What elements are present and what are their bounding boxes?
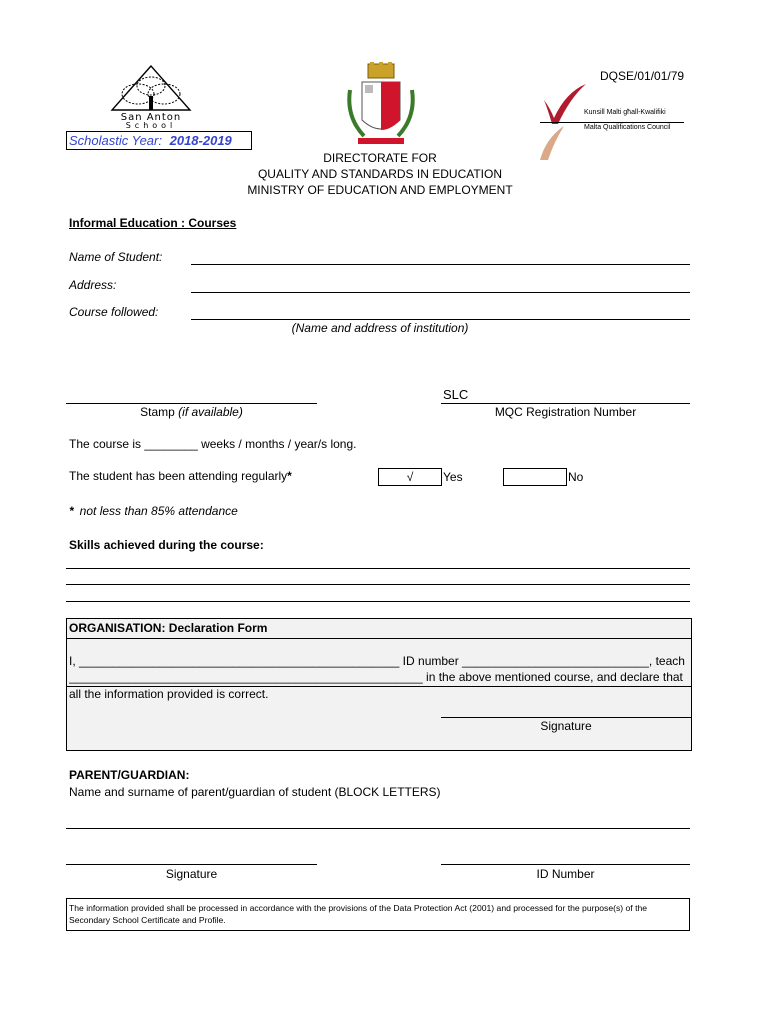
mqc-divider xyxy=(540,122,684,123)
skills-label: Skills achieved during the course: xyxy=(69,538,264,552)
attendance-note xyxy=(69,504,238,518)
declaration-box xyxy=(66,618,692,751)
mqc-registration-label: MQC Registration Number xyxy=(494,405,637,419)
stamp-hint: (if available) xyxy=(178,405,243,419)
yes-label: Yes xyxy=(443,470,463,484)
section-title: Informal Education : Courses xyxy=(69,216,237,230)
slc-value: SLC xyxy=(443,387,469,402)
declaration-line-2: _____________________________________________________ in the above mentioned course, and declare that xyxy=(69,670,683,684)
parent-signature-label: Signature xyxy=(165,867,218,881)
mqc-logo xyxy=(536,82,690,162)
yes-checkbox[interactable] xyxy=(378,468,442,486)
student-name-field[interactable] xyxy=(191,264,690,265)
course-duration-text: The course is ________ weeks / months / year/s long. xyxy=(69,437,357,451)
directorate-line-1: DIRECTORATE FOR xyxy=(323,151,437,165)
student-name-label: Name of Student: xyxy=(69,250,163,264)
attending-question xyxy=(69,469,292,483)
declaration-line-1: I, ________________________________________________ ID number ____________________________, teach xyxy=(69,654,685,668)
address-label: Address: xyxy=(69,278,117,292)
course-field[interactable] xyxy=(191,319,690,320)
scholastic-year-label: Scholastic Year: xyxy=(69,133,162,148)
attendance-note-asterisk: * xyxy=(69,504,74,518)
course-label: Course followed: xyxy=(69,305,159,319)
declaration-title-divider xyxy=(67,638,691,639)
skills-line-1[interactable] xyxy=(66,568,690,569)
scholastic-year-value: 2018-2019 xyxy=(169,133,232,148)
organisation-signature-field[interactable] xyxy=(441,717,691,718)
no-label: No xyxy=(568,470,584,484)
mqc-name-mt: Kunsill Malti għall-Kwalifiki xyxy=(584,109,666,116)
attendance-note-text: not less than 85% attendance xyxy=(79,504,238,518)
stamp-field[interactable] xyxy=(66,403,317,404)
attending-label: The student has been attending regularly xyxy=(69,469,288,483)
stamp-label-wrap xyxy=(66,405,317,419)
coat-of-arms xyxy=(344,62,418,148)
no-checkbox[interactable] xyxy=(503,468,567,486)
mqc-name-en: Malta Qualifications Council xyxy=(584,124,671,131)
attending-asterisk: * xyxy=(287,469,292,483)
check-mark-icon: √ xyxy=(406,470,414,484)
school-logo xyxy=(108,64,194,130)
directorate-line-2: QUALITY AND STANDARDS IN EDUCATION xyxy=(257,167,503,181)
document-code: DQSE/01/01/79 xyxy=(600,69,685,83)
parent-name-field[interactable] xyxy=(66,828,690,829)
mqc-registration-field[interactable] xyxy=(441,403,690,404)
parent-id-field[interactable] xyxy=(441,864,690,865)
parent-signature-field[interactable] xyxy=(66,864,317,865)
declaration-title: ORGANISATION: Declaration Form xyxy=(69,621,268,635)
parent-name-label: Name and surname of parent/guardian of student (BLOCK LETTERS) xyxy=(69,785,441,799)
course-hint: (Name and address of institution) xyxy=(291,321,469,335)
declaration-line-3: all the information provided is correct. xyxy=(69,687,269,701)
crest-icon xyxy=(344,62,418,148)
parent-title: PARENT/GUARDIAN: xyxy=(69,768,190,782)
scholastic-year-box xyxy=(66,131,252,150)
address-field[interactable] xyxy=(191,292,690,293)
parent-id-label: ID Number xyxy=(536,867,595,881)
data-protection-notice: The information provided shall be processed in accordance with the provisions of the Data Protection Act (2001) and processed for the purpose(s) of the Secondary School Certificate and Profile. xyxy=(66,898,690,931)
organisation-signature-label: Signature xyxy=(540,719,592,733)
school-subname: School xyxy=(125,121,177,130)
skills-line-3[interactable] xyxy=(66,601,690,602)
skills-line-2[interactable] xyxy=(66,584,690,585)
tree-icon xyxy=(108,64,194,114)
directorate-line-3: MINISTRY OF EDUCATION AND EMPLOYMENT xyxy=(247,183,513,197)
school-name: San Anton xyxy=(120,112,182,123)
stamp-label: Stamp xyxy=(140,405,175,419)
